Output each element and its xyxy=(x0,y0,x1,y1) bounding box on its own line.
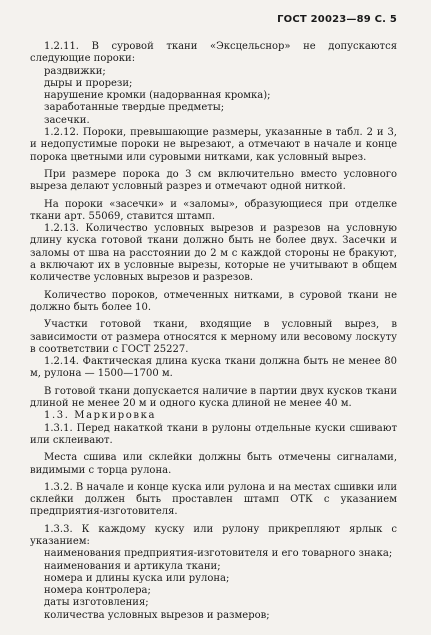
paragraph: 1.2.12. Пороки, превышающие размеры, указанные в табл. 2 и 3, и недопустимые пороки не вырезают, а отмечают в начале и конце порока цветными или суровыми нитками, как условный вырез. xyxy=(30,127,397,163)
paragraph: 1.3.3. К каждому куску или рулону прикрепляют ярлык с указанием: xyxy=(30,523,397,547)
paragraph: На пороки «засечки» и «заломы», образующиеся при отделке ткани арт. 55069, ставится штамп. xyxy=(30,198,397,222)
section-heading: 1.3. Маркировка xyxy=(44,410,157,422)
list-item: количества условных вырезов и размеров; xyxy=(44,609,270,621)
paragraph: Участки готовой ткани, входящие в условный вырез, в зависимости от размера относятся к мерному или весовому лоскуту в соответствии с ГОСТ 25227. xyxy=(30,319,397,355)
paragraph: 1.3.2. В начале и конце куска или рулона и на местах сшивки или склейки должен быть проставлен штамп ОТК с указанием предприятия-изготовителя. xyxy=(30,481,397,518)
document-body xyxy=(30,41,397,622)
paragraph: 1.2.14. Фактическая длина куска ткани должна быть не менее 80 м, рулона — 1500—1700 м. xyxy=(30,356,397,380)
list-item: дыры и прорези; xyxy=(44,77,133,89)
paragraph: В готовой ткани допускается наличие в партии двух кусков ткани длиной не менее 20 м и одного куска длиной не менее 40 м. xyxy=(30,385,397,410)
paragraph: 1.2.11. В суровой ткани «Эксцельснор» не допускаются следующие пороки: xyxy=(30,41,397,65)
list-item: номера и длины куска или рулона; xyxy=(44,572,230,584)
page-header: ГОСТ 20023—89 С. 5 xyxy=(277,14,397,25)
list-item: номера контролера; xyxy=(44,585,151,597)
paragraph: 1.2.13. Количество условных вырезов и разрезов на условную длину куска готовой ткани должно быть не более двух. Засечки и заломы от шва на расстоянии до 2 м с каждой стороны не бракуют, а включают их в условные вырезы, которые не учитывают в общем количестве условных вырезов и разрезов. xyxy=(30,223,397,284)
paragraph: 1.3.1. Перед накаткой ткани в рулоны отдельные куски сшивают или склеивают. xyxy=(30,422,397,446)
paragraph: Количество пороков, отмеченных нитками, в суровой ткани не должно быть более 10. xyxy=(30,289,397,313)
list-item: наименования и артикула ткани; xyxy=(44,560,221,572)
list-item: раздвижки; xyxy=(44,65,106,77)
list-item: засечки. xyxy=(44,114,90,126)
paragraph: Места сшива или склейки должны быть отмечены сигналами, видимыми с торца рулона. xyxy=(30,452,397,476)
list-item: даты изготовления; xyxy=(44,597,149,609)
list-item: наименования предприятия-изготовителя и его товарного знака; xyxy=(44,548,393,560)
list-item: заработанные твердые предметы; xyxy=(44,102,225,114)
paragraph: При размере порока до 3 см включительно вместо условного выреза делают условный разрез и отмечают одной ниткой. xyxy=(30,168,397,193)
list-item: нарушение кромки (надорванная кромка); xyxy=(44,90,271,102)
